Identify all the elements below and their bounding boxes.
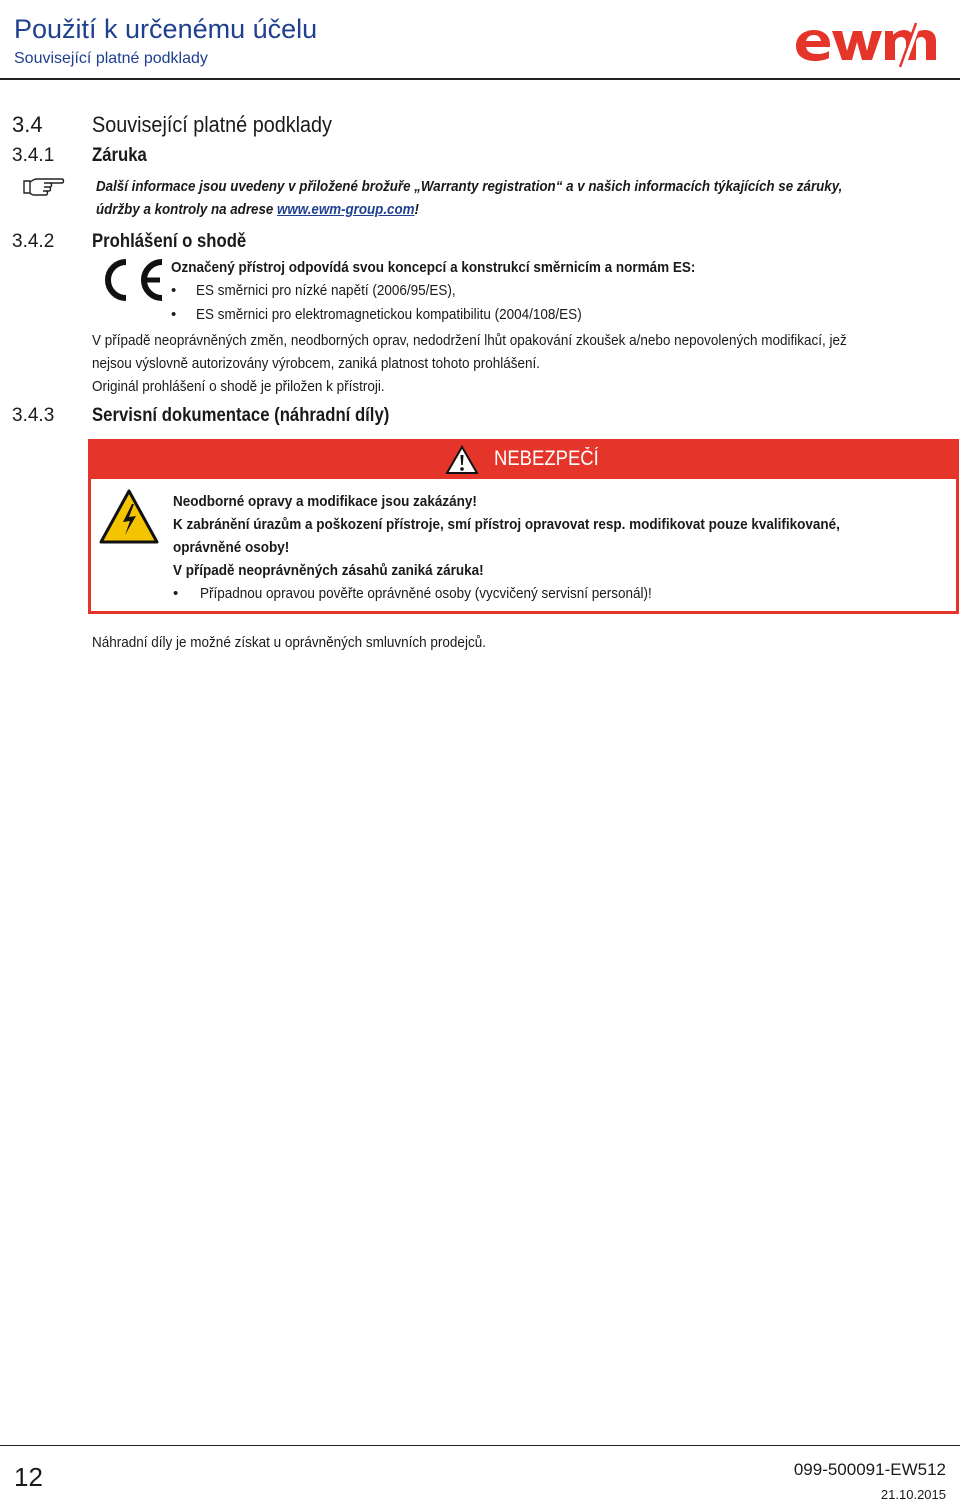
danger-line: V případě neoprávněných zásahů zaniká záruka! xyxy=(173,562,484,579)
danger-bullet-item: Případnou opravou pověřte oprávněné osoby (vycvičený servisní personál)! xyxy=(200,585,652,602)
high-voltage-icon xyxy=(98,488,160,546)
bullet: • xyxy=(171,282,177,299)
pointing-hand-icon xyxy=(22,176,66,198)
bullet: • xyxy=(171,306,177,323)
warranty-note-exclamation: ! xyxy=(414,201,419,218)
subsection-number-warranty: 3.4.1 xyxy=(12,145,55,166)
danger-line: oprávněné osoby! xyxy=(173,539,290,556)
conformity-intro: Označený přístroj odpovídá svou koncepcí a konstrukcí směrnicím a normám ES: xyxy=(171,259,696,276)
danger-label: NEBEZPEČÍ xyxy=(494,447,599,470)
danger-line: K zabránění úrazům a poškození přístroje, smí přístroj opravovat resp. modifikovat pouze kvalifikované, xyxy=(173,516,840,533)
header-divider xyxy=(0,78,960,80)
ewm-website-link[interactable]: www.ewm-group.com xyxy=(277,201,415,218)
section-title: Související platné podklady xyxy=(92,112,332,137)
subsection-number-service: 3.4.3 xyxy=(12,405,55,426)
section-number: 3.4 xyxy=(12,112,43,137)
warning-triangle-icon xyxy=(445,445,479,475)
document-date: 21.10.2015 xyxy=(880,1487,946,1502)
subsection-number-conformity: 3.4.2 xyxy=(12,231,55,252)
danger-line: Neodborné opravy a modifikace jsou zakázány! xyxy=(173,493,477,510)
subsection-title-warranty: Záruka xyxy=(92,145,147,166)
page-header-title: Použití k určenému účelu xyxy=(14,14,318,44)
warranty-note-line2-text: údržby a kontroly na adrese xyxy=(96,201,278,218)
conformity-item: ES směrnici pro elektromagnetickou kompatibilitu (2004/108/ES) xyxy=(196,306,582,323)
page-header-subtitle: Související platné podklady xyxy=(14,50,208,67)
ewm-logo xyxy=(792,20,938,68)
document-number: 099-500091-EW512 xyxy=(793,1460,946,1479)
conformity-paragraph-line2: nejsou výslovně autorizovány výrobcem, zaniká platnost tohoto prohlášení. xyxy=(92,355,541,372)
conformity-paragraph-line1: V případě neoprávněných změn, neodborných oprav, nedodržení lhůt opakování zkoušek a/nebo nepovolených modifikací, jež xyxy=(92,332,847,349)
subsection-title-service: Servisní dokumentace (náhradní díly) xyxy=(92,405,390,426)
footer-divider xyxy=(0,1445,960,1446)
bullet: • xyxy=(173,585,179,602)
conformity-original-note: Originál prohlášení o shodě je přiložen k přístroji. xyxy=(92,378,385,395)
ce-mark-icon xyxy=(96,256,168,304)
subsection-title-conformity: Prohlášení o shodě xyxy=(92,231,247,252)
spare-parts-note: Náhradní díly je možné získat u oprávněných smluvních prodejců. xyxy=(92,634,486,651)
conformity-item: ES směrnici pro nízké napětí (2006/95/ES), xyxy=(196,282,456,299)
warranty-note-line2 xyxy=(96,198,419,221)
page-number: 12 xyxy=(14,1462,43,1492)
warranty-note-line1: Další informace jsou uvedeny v přiložené brožuře „Warranty registration“ a v našich informacích týkajících se záruky, xyxy=(96,178,843,195)
